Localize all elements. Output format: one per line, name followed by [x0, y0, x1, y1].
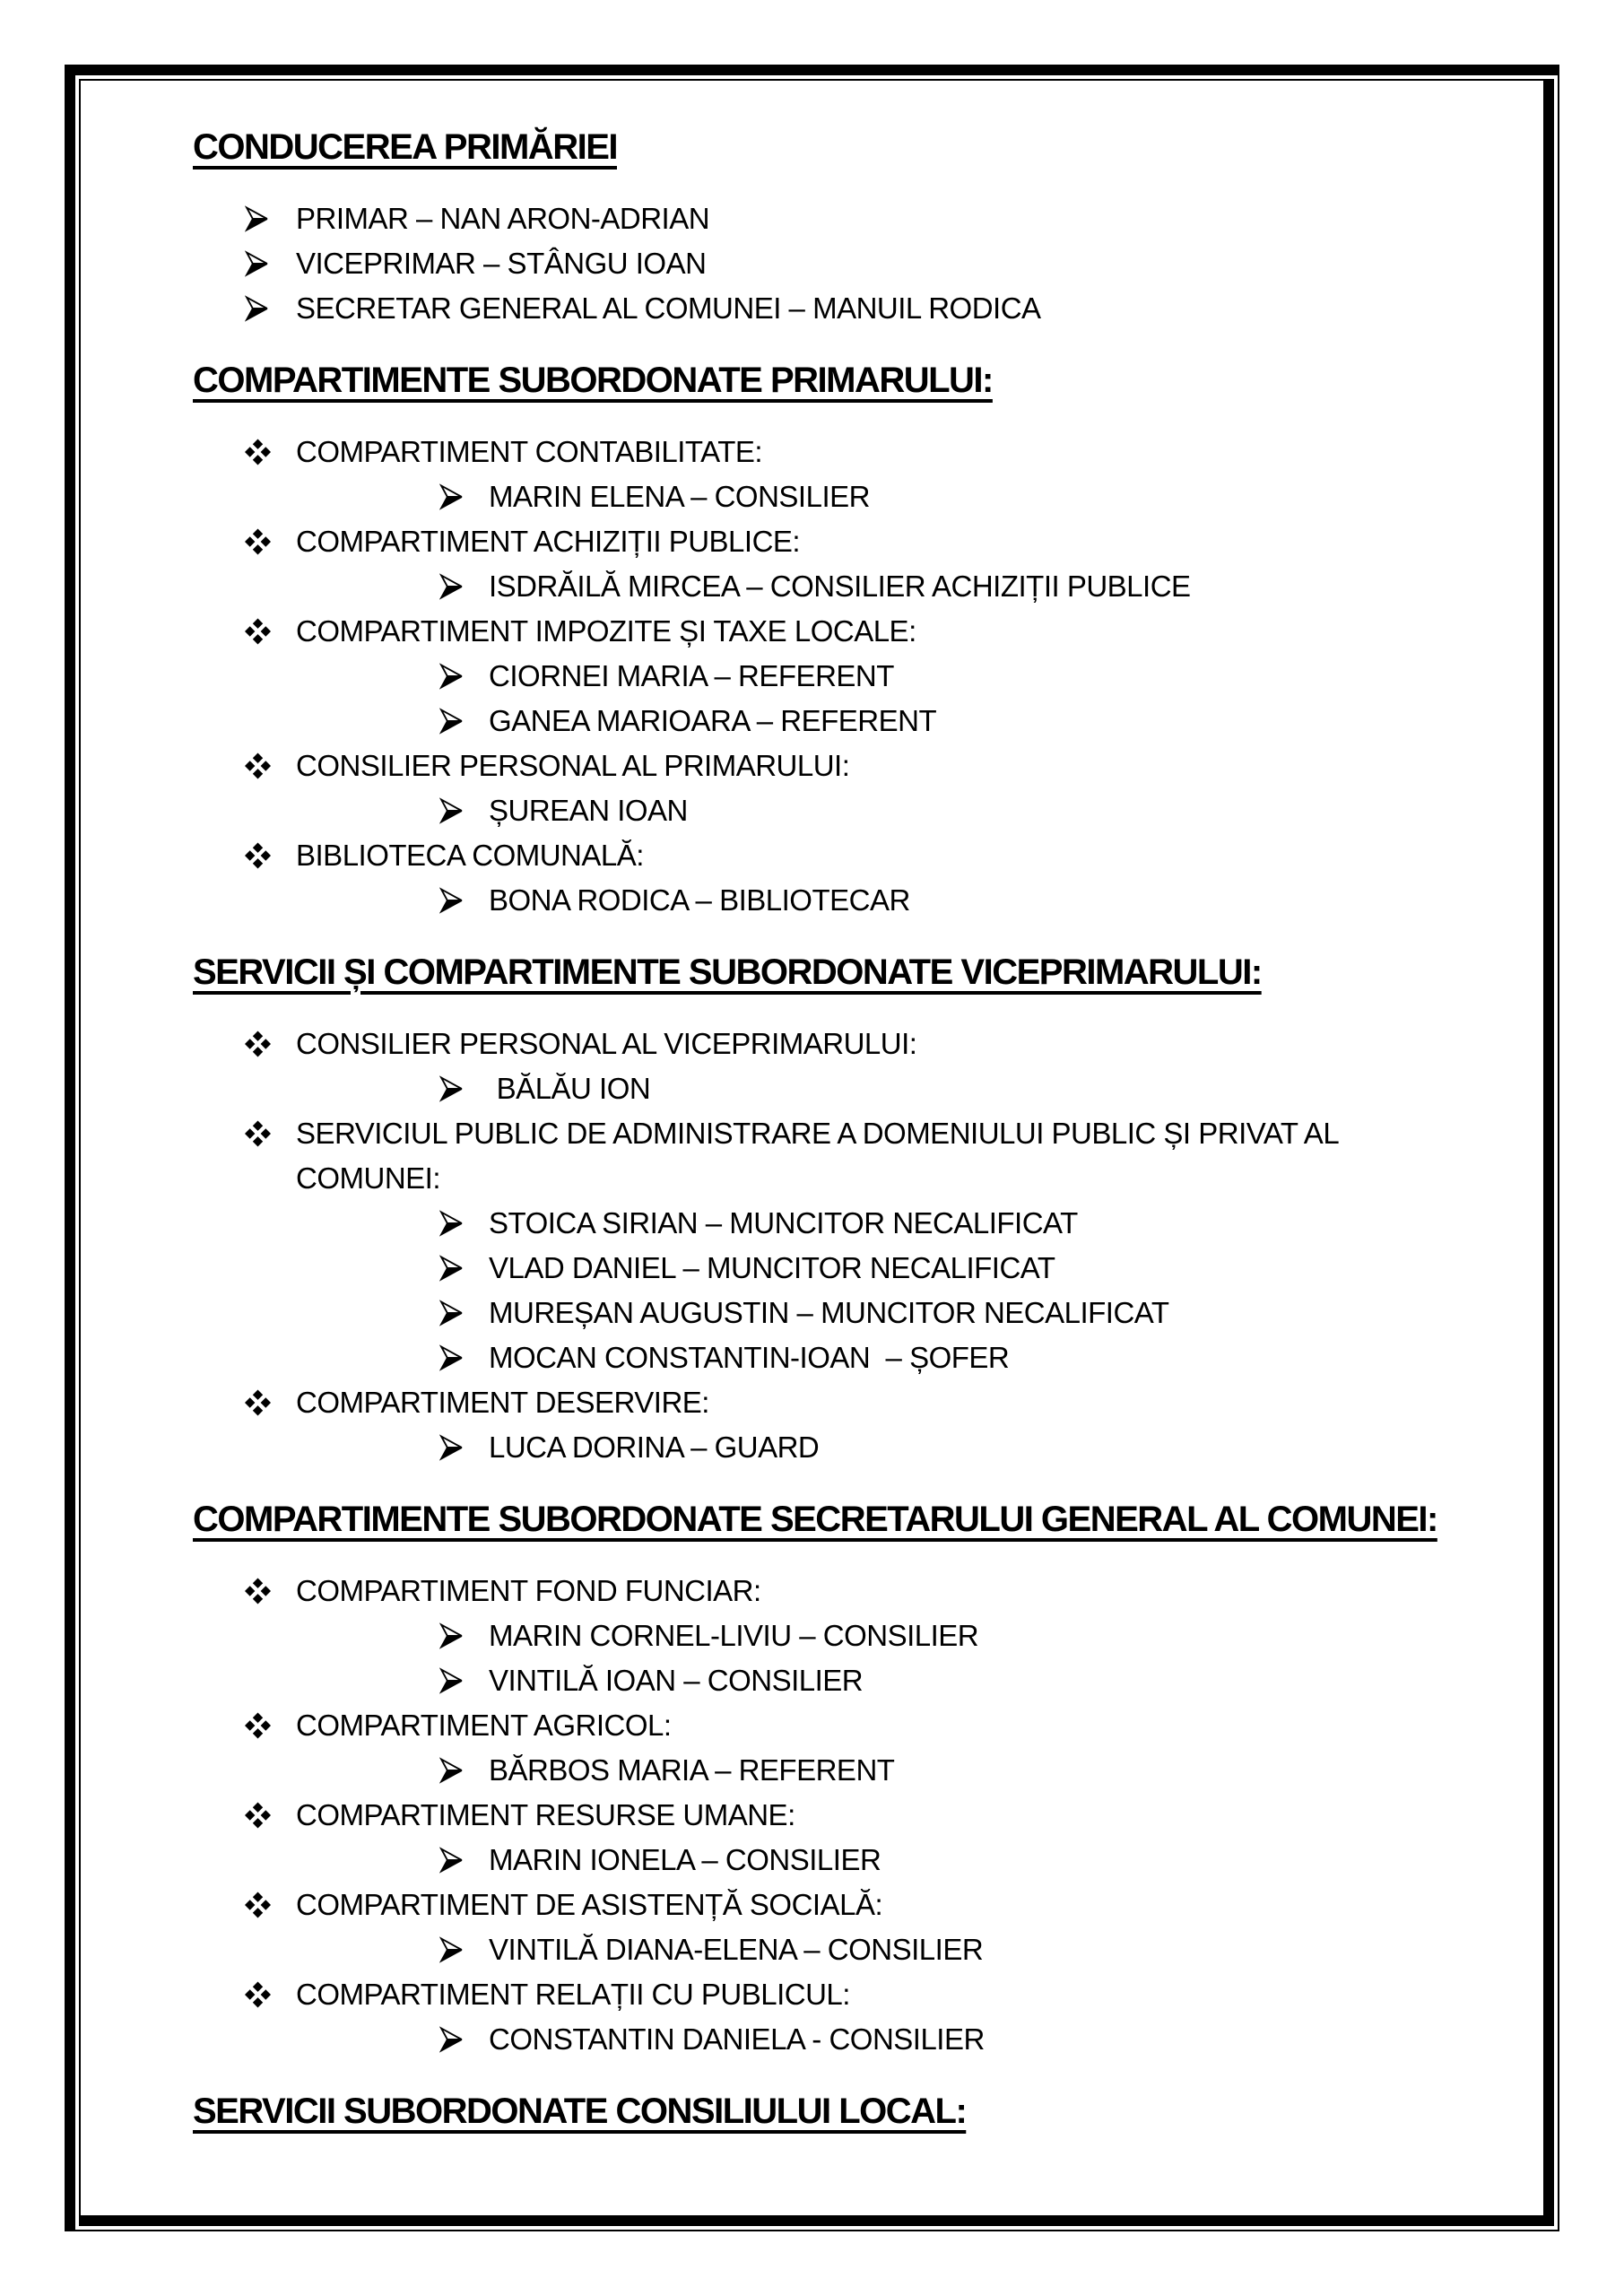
- list-item-text: MARIN IONELA – CONSILIER: [489, 1843, 881, 1876]
- arrow-bullet-icon: [439, 1075, 464, 1103]
- list-item: [193, 519, 1481, 564]
- list-item-text: MOCAN CONSTANTIN-IOAN – ȘOFER: [489, 1341, 1010, 1374]
- list-item: [193, 1022, 1481, 1066]
- list-item: [193, 788, 1481, 833]
- list-item: [193, 1569, 1481, 1613]
- list-item: [193, 2017, 1481, 2062]
- arrow-bullet-icon: [439, 797, 464, 825]
- diamond-bullet-icon: [245, 1390, 271, 1416]
- list-item: [193, 241, 1481, 286]
- arrow-bullet-icon: [439, 2026, 464, 2054]
- list-item-line: [193, 2017, 1481, 2062]
- document-content: [81, 81, 1543, 2215]
- diamond-bullet-icon: [245, 1982, 271, 2008]
- arrow-bullet-icon: [245, 250, 269, 278]
- list-item-line: [193, 1335, 1481, 1380]
- list-item-text: BĂRBOS MARIA – REFERENT: [489, 1753, 895, 1787]
- list-item-line: [193, 1111, 1481, 1156]
- list-item: [193, 1658, 1481, 1703]
- list-item: [193, 1793, 1481, 1838]
- list-item-text: SERVICIUL PUBLIC DE ADMINISTRARE A DOMENIULUI PUBLIC ȘI PRIVAT AL: [296, 1117, 1340, 1150]
- list-item-text: VINTILĂ IOAN – CONSILIER: [489, 1664, 864, 1697]
- list-item: [193, 286, 1481, 331]
- list-item-line: [193, 1425, 1481, 1470]
- arrow-bullet-icon: [439, 1847, 464, 1874]
- list-item-line: [193, 788, 1481, 833]
- list-item-text: COMPARTIMENT DE ASISTENȚĂ SOCIALĂ:: [296, 1888, 883, 1921]
- arrow-bullet-icon: [439, 1300, 464, 1327]
- arrow-bullet-icon: [439, 1255, 464, 1283]
- list-item: [193, 1246, 1481, 1291]
- list-item: [193, 744, 1481, 788]
- diamond-bullet-icon: [245, 1578, 271, 1605]
- list-item-text: CONSILIER PERSONAL AL VICEPRIMARULUI:: [296, 1027, 917, 1060]
- list-item-line: [193, 609, 1481, 654]
- list-item: [193, 1703, 1481, 1748]
- list-item-text: CONSTANTIN DANIELA - CONSILIER: [489, 2022, 985, 2056]
- list-item-line: [193, 519, 1481, 564]
- list-item: [193, 1838, 1481, 1883]
- list-item-line: [193, 1748, 1481, 1793]
- list-item-line: [193, 474, 1481, 519]
- list-item: [193, 1972, 1481, 2017]
- list-item-line: [193, 1838, 1481, 1883]
- section-heading: CONDUCEREA PRIMĂRIEI: [193, 127, 617, 167]
- list-item-line: [193, 196, 1481, 241]
- list-item: [193, 1883, 1481, 1927]
- section-heading: COMPARTIMENTE SUBORDONATE PRIMARULUI:: [193, 361, 993, 400]
- list-item-text: SECRETAR GENERAL AL COMUNEI – MANUIL RODICA: [296, 291, 1041, 325]
- list-item-line: [193, 878, 1481, 923]
- list-item-text: COMPARTIMENT FOND FUNCIAR:: [296, 1574, 761, 1607]
- list-item-line: [193, 1927, 1481, 1972]
- diamond-bullet-icon: [245, 619, 271, 645]
- list-item-line: [193, 1291, 1481, 1335]
- arrow-bullet-icon: [439, 1344, 464, 1372]
- diamond-bullet-icon: [245, 1121, 271, 1147]
- list-item-text: COMPARTIMENT DESERVIRE:: [296, 1386, 709, 1419]
- list-item-text: LUCA DORINA – GUARD: [489, 1431, 820, 1464]
- arrow-bullet-icon: [245, 295, 269, 323]
- list-item-line: [193, 1972, 1481, 2017]
- list-item-text: BĂLĂU ION: [489, 1072, 651, 1105]
- list-item-line: [193, 1658, 1481, 1703]
- list-item: [193, 699, 1481, 744]
- list-item-line: [193, 833, 1481, 878]
- list-item-text: MARIN CORNEL-LIVIU – CONSILIER: [489, 1619, 979, 1652]
- list-item-text: GANEA MARIOARA – REFERENT: [489, 704, 937, 737]
- list-item-text: ISDRĂILĂ MIRCEA – CONSILIER ACHIZIȚII PUBLICE: [489, 570, 1191, 603]
- list-item-line: [193, 1201, 1481, 1246]
- list-item-line: [193, 564, 1481, 609]
- list-item-text: CONSILIER PERSONAL AL PRIMARULUI:: [296, 749, 850, 782]
- list-item: [193, 564, 1481, 609]
- list-item: [193, 878, 1481, 923]
- list-item-line: [193, 1703, 1481, 1748]
- diamond-bullet-icon: [245, 753, 271, 779]
- list-item: [193, 654, 1481, 699]
- list-item: [193, 430, 1481, 474]
- list-item-line: [193, 1246, 1481, 1291]
- list-item-line: [193, 1569, 1481, 1613]
- list-item-text: VLAD DANIEL – MUNCITOR NECALIFICAT: [489, 1251, 1055, 1284]
- list-item-text: BONA RODICA – BIBLIOTECAR: [489, 883, 910, 917]
- list-item-text: PRIMAR – NAN ARON-ADRIAN: [296, 202, 710, 235]
- list-item-text: VINTILĂ DIANA-ELENA – CONSILIER: [489, 1933, 984, 1966]
- arrow-bullet-icon: [439, 1622, 464, 1650]
- list-item-line: [193, 1793, 1481, 1838]
- list-item-text: CIORNEI MARIA – REFERENT: [489, 659, 894, 692]
- list-item-line: [193, 654, 1481, 699]
- list-item: [193, 1380, 1481, 1425]
- list-item: [193, 1425, 1481, 1470]
- list-item-text: COMPARTIMENT CONTABILITATE:: [296, 435, 763, 468]
- list-item-line: [193, 1380, 1481, 1425]
- arrow-bullet-icon: [439, 483, 464, 511]
- list-item: [193, 1335, 1481, 1380]
- arrow-bullet-icon: [439, 663, 464, 691]
- list-item-text: ȘUREAN IOAN: [489, 794, 688, 827]
- list-item-text: COMPARTIMENT ACHIZIȚII PUBLICE:: [296, 525, 801, 558]
- list-item: [193, 1748, 1481, 1793]
- arrow-bullet-icon: [439, 1434, 464, 1462]
- section-heading: COMPARTIMENTE SUBORDONATE SECRETARULUI GENERAL AL COMUNEI:: [193, 1500, 1437, 1539]
- list-item: [193, 1066, 1481, 1111]
- list-item-text: COMUNEI:: [296, 1161, 440, 1195]
- arrow-bullet-icon: [439, 1667, 464, 1695]
- list-item-line: [193, 430, 1481, 474]
- list-item-text: COMPARTIMENT RELAȚII CU PUBLICUL:: [296, 1978, 850, 2011]
- diamond-bullet-icon: [245, 1713, 271, 1739]
- section-heading: SERVICII ȘI COMPARTIMENTE SUBORDONATE VICEPRIMARULUI:: [193, 952, 1262, 992]
- list-item: [193, 1613, 1481, 1658]
- list-item-line: [193, 241, 1481, 286]
- list-item-continuation-line: [193, 1156, 1481, 1201]
- list-item-line: [193, 1066, 1481, 1111]
- diamond-bullet-icon: [245, 439, 271, 465]
- page-border-inner: [79, 79, 1554, 2226]
- list-item-line: [193, 699, 1481, 744]
- list-item-text: STOICA SIRIAN – MUNCITOR NECALIFICAT: [489, 1206, 1078, 1239]
- arrow-bullet-icon: [439, 1757, 464, 1785]
- diamond-bullet-icon: [245, 1031, 271, 1057]
- list-item: [193, 609, 1481, 654]
- diamond-bullet-icon: [245, 1892, 271, 1918]
- diamond-bullet-icon: [245, 843, 271, 869]
- list-item-line: [193, 286, 1481, 331]
- diamond-bullet-icon: [245, 529, 271, 555]
- list-item: [193, 1201, 1481, 1246]
- list-item: [193, 196, 1481, 241]
- arrow-bullet-icon: [439, 708, 464, 735]
- arrow-bullet-icon: [439, 573, 464, 601]
- arrow-bullet-icon: [439, 1936, 464, 1964]
- list-item-text: BIBLIOTECA COMUNALĂ:: [296, 839, 644, 872]
- list-item: [193, 474, 1481, 519]
- list-item-line: [193, 744, 1481, 788]
- diamond-bullet-icon: [245, 1803, 271, 1829]
- list-item-line: [193, 1022, 1481, 1066]
- page-border-outer: [65, 65, 1559, 2231]
- list-item-text: MUREȘAN AUGUSTIN – MUNCITOR NECALIFICAT: [489, 1296, 1169, 1329]
- section-heading: SERVICII SUBORDONATE CONSILIULUI LOCAL:: [193, 2092, 967, 2131]
- list-item-text: MARIN ELENA – CONSILIER: [489, 480, 870, 513]
- arrow-bullet-icon: [245, 205, 269, 233]
- list-item-text: COMPARTIMENT AGRICOL:: [296, 1709, 672, 1742]
- list-item-text: COMPARTIMENT RESURSE UMANE:: [296, 1798, 795, 1831]
- list-item-text: COMPARTIMENT IMPOZITE ȘI TAXE LOCALE:: [296, 614, 916, 648]
- list-item-line: [193, 1883, 1481, 1927]
- list-item: [193, 1291, 1481, 1335]
- list-item-text: VICEPRIMAR – STÂNGU IOAN: [296, 247, 707, 280]
- list-item: [193, 833, 1481, 878]
- arrow-bullet-icon: [439, 1210, 464, 1238]
- arrow-bullet-icon: [439, 887, 464, 915]
- list-item-line: [193, 1613, 1481, 1658]
- list-item: [193, 1927, 1481, 1972]
- list-item: [193, 1111, 1481, 1201]
